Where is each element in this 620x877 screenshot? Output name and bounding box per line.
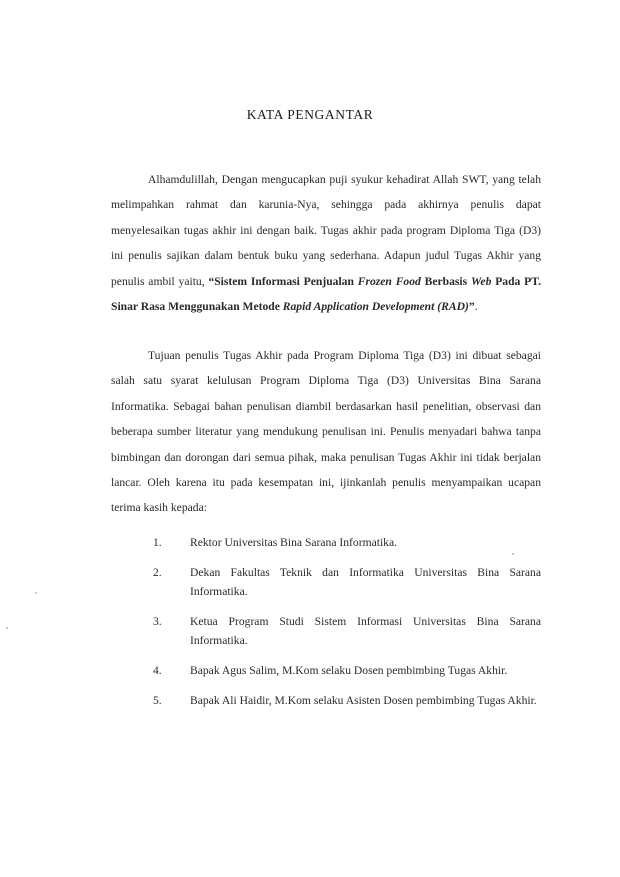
- list-number: 5.: [153, 694, 162, 707]
- intro-text: Alhamdulillah, Dengan mengucapkan puji syukur kehadirat Allah SWT, yang telah melimpahkan rahmat dan karunia-Nya, sehingga pada akhirnya penulis dapat menyelesaikan tugas akhir ini dengan baik. Tugas akhir pada program Diploma Tiga (D3) ini penulis sajikan dalam bentuk buku yang sederhana. Adapun judul Tugas Akhir yang penulis ambil yaitu,: [111, 173, 541, 288]
- list-text: Bapak Agus Salim, M.Kom selaku Dosen pembimbing Tugas Akhir.: [190, 664, 508, 677]
- list-item: [111, 661, 541, 680]
- thesis-title-part-2: Berbasis: [420, 274, 471, 288]
- purpose-text: Tujuan penulis Tugas Akhir pada Program Diploma Tiga (D3) ini dibuat sebagai salah satu syarat kelulusan Program Diploma Tiga (D3) Universitas Bina Sarana Informatika. Sebagai bahan penulisan diambil berdasarkan hasil penelitian, observasi dan beberapa sumber literatur yang mendukung penulisan ini. Penulis menyadari bahwa tanpa bimbingan dan dorongan dari semua pihak, maka penulisan Tugas Akhir ini tidak berjalan lancar. Oleh karena itu pada kesempatan ini, ijinkanlah penulis menyampaikan ucapan terima kasih kepada:: [111, 349, 541, 515]
- scan-speck: [512, 553, 514, 555]
- list-item: [111, 533, 541, 552]
- list-number: 3.: [153, 615, 162, 628]
- thesis-title-italic-3: Rapid Application Development (RAD): [282, 300, 469, 314]
- thesis-title-part-4: ”: [468, 300, 475, 314]
- list-text: Dekan Fakultas Teknik dan Informatika Universitas Bina Sarana Informatika.: [190, 566, 541, 598]
- list-number: 1.: [153, 536, 162, 549]
- list-item: [111, 612, 541, 650]
- list-item: [111, 691, 541, 710]
- intro-end: .: [474, 300, 478, 314]
- thesis-title-part-3: Pada PT. Sinar Rasa Menggunakan Metode: [111, 274, 541, 314]
- scan-speck: [35, 592, 37, 594]
- list-text: Ketua Program Studi Sistem Informasi Universitas Bina Sarana Informatika.: [190, 615, 541, 647]
- paragraph-intro: [111, 167, 541, 319]
- scan-speck: [6, 627, 8, 629]
- acknowledgement-list: [111, 533, 541, 721]
- list-item: [111, 563, 541, 601]
- page-title: KATA PENGANTAR: [246, 107, 374, 122]
- list-number: 2.: [153, 566, 162, 579]
- thesis-title-part-1: “Sistem Informasi Penjualan: [208, 274, 358, 288]
- list-text: Rektor Universitas Bina Sarana Informatika.: [190, 536, 398, 549]
- thesis-title-italic-1: Frozen Food: [357, 274, 421, 288]
- list-text: Bapak Ali Haidir, M.Kom selaku Asisten Dosen pembimbing Tugas Akhir.: [190, 694, 537, 707]
- list-number: 4.: [153, 664, 162, 677]
- thesis-title-italic-2: Web: [470, 274, 492, 288]
- paragraph-purpose: [111, 343, 541, 521]
